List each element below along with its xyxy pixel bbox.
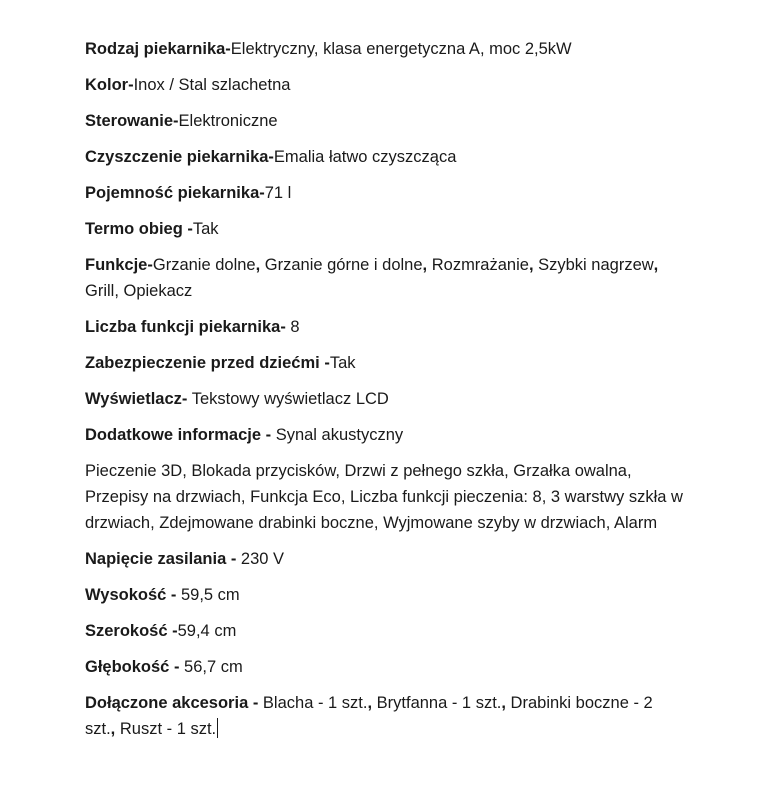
spec-color bbox=[85, 72, 685, 98]
spec-value: 71 l bbox=[264, 184, 292, 202]
spec-value: Tak bbox=[329, 354, 356, 372]
spec-additional-features bbox=[85, 458, 685, 536]
spec-value-part: Grill, Opiekacz bbox=[85, 282, 193, 300]
spec-value-part: Grzanie dolne bbox=[152, 256, 256, 274]
spec-label: Sterowanie- bbox=[85, 112, 179, 130]
spec-label: Termo obieg - bbox=[85, 220, 193, 238]
spec-label: Głębokość - bbox=[85, 658, 185, 676]
spec-value: 230 V bbox=[240, 550, 285, 568]
spec-label: Szerokość - bbox=[85, 622, 178, 640]
spec-additional-info bbox=[85, 422, 685, 448]
spec-value: 59,5 cm bbox=[180, 586, 240, 604]
spec-value: Pieczenie 3D, Blokada przycisków, Drzwi z pełnego szkła, Grzałka owalna, Przepisy na drzwiach, Funkcja Eco, Liczba funkcji pieczenia: 8, 3 warstwy szkła w drzwiach, Zdejmowane drabinki boczne, Wyjmowane szyby w drzwiach, Alarm bbox=[85, 462, 683, 532]
spec-value-part: Ruszt - 1 szt. bbox=[115, 720, 217, 738]
spec-value-part: Rozmrażanie bbox=[427, 256, 529, 274]
spec-value: Tekstowy wyświetlacz LCD bbox=[187, 390, 389, 408]
document-body[interactable] bbox=[85, 36, 685, 752]
spec-oven-type bbox=[85, 36, 685, 62]
spec-voltage bbox=[85, 546, 685, 572]
spec-width bbox=[85, 618, 685, 644]
spec-label: Funkcje- bbox=[85, 256, 153, 274]
spec-value: Tak bbox=[192, 220, 219, 238]
spec-separator: , bbox=[110, 720, 116, 738]
spec-value-part: Grzanie górne i dolne bbox=[260, 256, 423, 274]
spec-value-part: Szybki nagrzew bbox=[533, 256, 654, 274]
spec-label: Dodatkowe informacje - bbox=[85, 426, 276, 444]
spec-value: Elektroniczne bbox=[178, 112, 278, 130]
spec-child-lock bbox=[85, 350, 685, 376]
spec-value: 56,7 cm bbox=[184, 658, 243, 676]
spec-accessories bbox=[85, 690, 685, 742]
spec-value-part: Drabinki boczne - 2 szt. bbox=[85, 694, 653, 738]
spec-value-part: Blacha - 1 szt. bbox=[262, 694, 368, 712]
spec-value: 59,4 cm bbox=[177, 622, 237, 640]
spec-separator: , bbox=[255, 256, 261, 274]
spec-function-count bbox=[85, 314, 685, 340]
spec-label: Rodzaj piekarnika- bbox=[85, 40, 231, 58]
spec-value: Elektryczny, klasa energetyczna A, moc 2,5kW bbox=[230, 40, 572, 58]
spec-label: Dołączone akcesoria - bbox=[85, 694, 263, 712]
spec-label: Liczba funkcji piekarnika- bbox=[85, 318, 286, 336]
spec-label: Wysokość - bbox=[85, 586, 181, 604]
spec-value: Emalia łatwo czyszcząca bbox=[273, 148, 457, 166]
spec-display bbox=[85, 386, 685, 412]
spec-value: Synal akustyczny bbox=[275, 426, 404, 444]
spec-separator: , bbox=[422, 256, 428, 274]
spec-separator: , bbox=[367, 694, 373, 712]
spec-height bbox=[85, 582, 685, 608]
spec-separator: , bbox=[501, 694, 506, 712]
spec-label: Zabezpieczenie przed dziećmi - bbox=[85, 354, 330, 372]
spec-label: Kolor- bbox=[85, 76, 134, 94]
spec-label: Napięcie zasilania - bbox=[85, 550, 241, 568]
spec-functions bbox=[85, 252, 685, 304]
spec-control bbox=[85, 108, 685, 134]
text-cursor bbox=[217, 718, 218, 738]
spec-value: Inox / Stal szlachetna bbox=[133, 76, 291, 94]
spec-separator: , bbox=[653, 256, 659, 274]
spec-capacity bbox=[85, 180, 685, 206]
spec-label: Wyświetlacz- bbox=[85, 390, 188, 408]
spec-convection bbox=[85, 216, 685, 242]
spec-value-part: Brytfanna - 1 szt. bbox=[372, 694, 502, 712]
spec-value: 8 bbox=[285, 318, 300, 336]
spec-separator: , bbox=[528, 256, 534, 274]
spec-label: Pojemność piekarnika- bbox=[85, 184, 265, 202]
spec-label: Czyszczenie piekarnika- bbox=[85, 148, 274, 166]
spec-depth bbox=[85, 654, 685, 680]
spec-cleaning bbox=[85, 144, 685, 170]
